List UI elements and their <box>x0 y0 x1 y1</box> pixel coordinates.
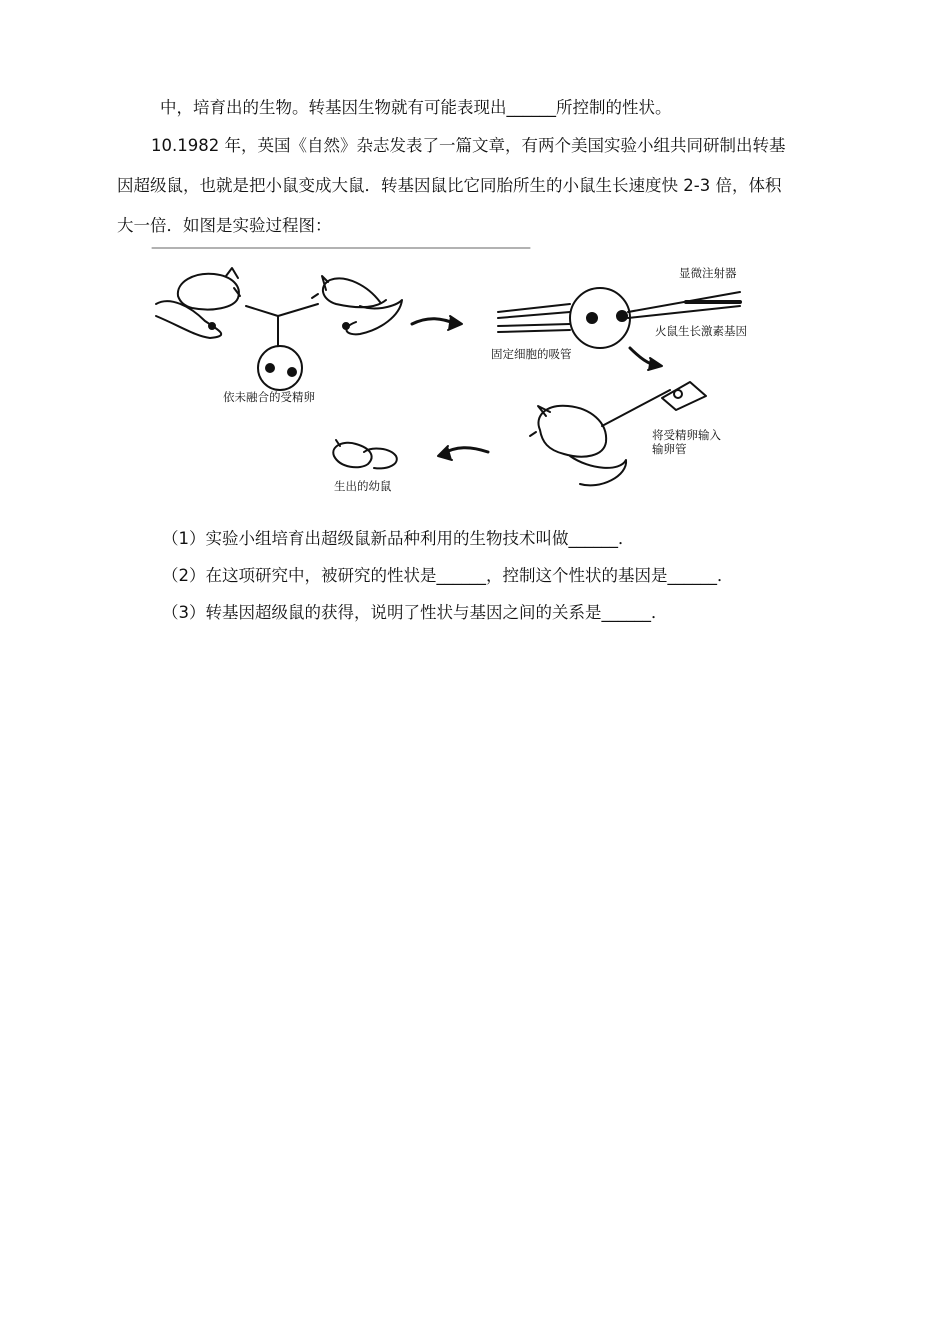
question-3: （3）转基因超级鼠的获得，说明了性状与基因之间的关系是______． <box>162 603 668 622</box>
label-holding-pipette: 固定细胞的吸管 <box>491 347 572 361</box>
question-1: （1）实验小组培育出超级鼠新品种利用的生物技术叫做______． <box>162 529 635 548</box>
label-microinjector: 显微注射器 <box>679 266 737 280</box>
mouse-left-icon <box>156 268 240 338</box>
fertilized-egg-icon <box>258 346 302 390</box>
experiment-diagram <box>150 246 790 498</box>
label-growth-gene: 火鼠生长激素基因 <box>655 324 747 338</box>
mouse-right-icon <box>312 276 402 334</box>
label-transfer-to-oviduct: 将受精卵输入输卵管 <box>652 428 721 456</box>
label-fertilized-egg: 依未融合的受精卵 <box>223 390 315 404</box>
offspring-mice-icon <box>333 440 396 468</box>
question-2: （2）在这项研究中，被研究的性状是______，控制这个性状的基因是______． <box>162 566 734 585</box>
intro-line-4: 大一倍．如图是实验过程图： <box>117 216 332 235</box>
intro-line-3: 因超级鼠，也就是把小鼠变成大鼠．转基因鼠比它同胎所生的小鼠生长速度快 2-3 倍，体积 <box>117 176 782 195</box>
microinjection-icon <box>498 288 740 348</box>
experiment-process-figure <box>150 246 790 498</box>
intro-line-1: 中，培育出的生物。转基因生物就有可能表现出______所控制的性状。 <box>160 98 672 117</box>
intro-line-2: 10.1982 年，英国《自然》杂志发表了一篇文章，有两个美国实验小组共同研制出转基 <box>151 136 786 155</box>
label-offspring: 生出的幼鼠 <box>334 479 392 493</box>
